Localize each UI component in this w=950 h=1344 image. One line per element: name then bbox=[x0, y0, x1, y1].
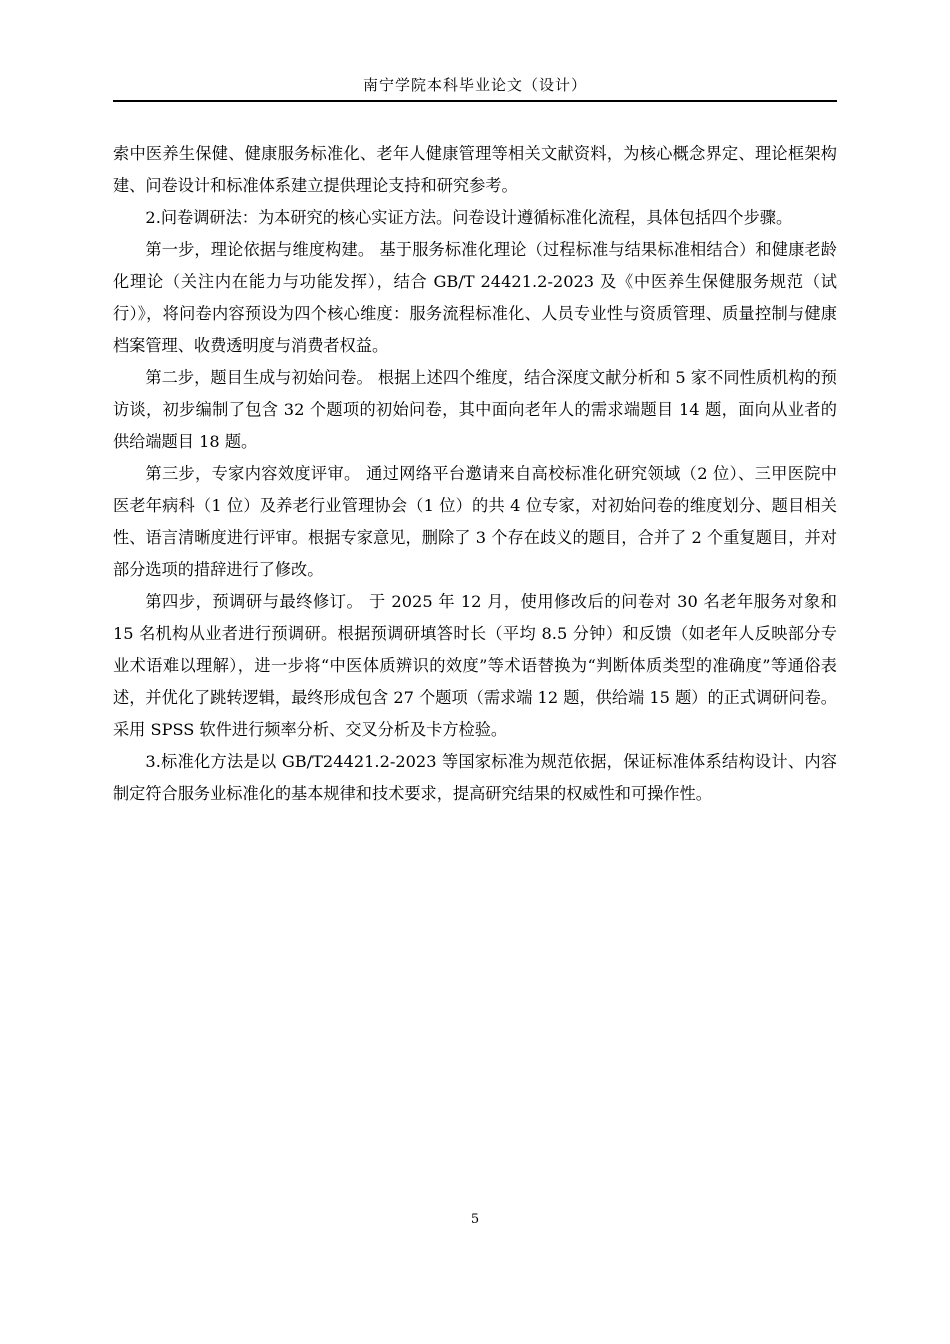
page-number: 5 bbox=[470, 1212, 480, 1227]
paragraph-step-one: 第一步，理论依据与维度构建。 基于服务标准化理论（过程标准与结果标准相结合）和健康老龄化理论（关注内在能力与功能发挥），结合 GB/T 24421.2-2023 及《中医养生保健服务规范（试行）》，将问卷内容预设为四个核心维度：服务流程标准化、人员专业性与资质管理、质量控制与健康档案管理、收费透明度与消费者权益。 bbox=[113, 240, 837, 355]
body-text bbox=[113, 138, 837, 810]
paragraph-continuation: 索中医养生保健、健康服务标准化、老年人健康管理等相关文献资料，为核心概念界定、理论框架构建、问卷设计和标准体系建立提供理论支持和研究参考。 bbox=[113, 144, 837, 195]
paragraph-standardization-method: 3.标准化方法是以 GB/T24421.2-2023 等国家标准为规范依据，保证标准体系结构设计、内容制定符合服务业标准化的基本规律和技术要求，提高研究结果的权威性和可操作性。 bbox=[113, 752, 837, 803]
paragraph-step-four: 第四步，预调研与最终修订。 于 2025 年 12 月，使用修改后的问卷对 30 名老年服务对象和 15 名机构从业者进行预调研。根据预调研填答时长（平均 8.5 分钟）和反馈（如老年人反映部分专业术语难以理解），进一步将“中医体质辨识的效度”等术语替换为“判断体质类型的准确度”等通俗表述，并优化了跳转逻辑，最终形成包含 27 个题项（需求端 12 题，供给端 15 题）的正式调研问卷。采用 SPSS 软件进行频率分析、交叉分析及卡方检验。 bbox=[113, 592, 837, 739]
header-title: 南宁学院本科毕业论文（设计） bbox=[362, 76, 587, 94]
page-header bbox=[113, 72, 837, 102]
paragraph-step-three: 第三步，专家内容效度评审。 通过网络平台邀请来自高校标准化研究领域（2 位）、三甲医院中医老年病科（1 位）及养老行业管理协会（1 位）的共 4 位专家，对初始问卷的维度划分、题目相关性、语言清晰度进行评审。根据专家意见，删除了 3 个存在歧义的题目，合并了 2 个重复题目，并对部分选项的措辞进行了修改。 bbox=[113, 464, 837, 579]
paragraph-step-two: 第二步，题目生成与初始问卷。 根据上述四个维度，结合深度文献分析和 5 家不同性质机构的预访谈，初步编制了包含 32 个题项的初始问卷，其中面向老年人的需求端题目 14 题，面向从业者的供给端题目 18 题。 bbox=[113, 368, 837, 451]
paragraph-questionnaire-method: 2.问卷调研法：为本研究的核心实证方法。问卷设计遵循标准化流程，具体包括四个步骤。 bbox=[145, 208, 793, 227]
